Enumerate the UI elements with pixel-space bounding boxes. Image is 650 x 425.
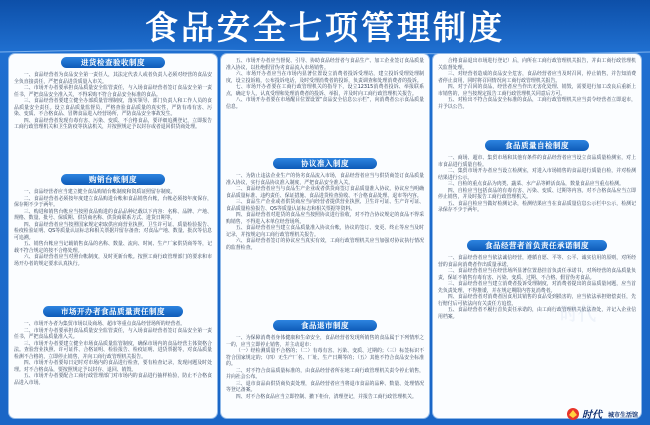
section-heading: 市场开办者食品质量责任制度 bbox=[43, 306, 183, 317]
paragraph: 四、对于召回的食品，经营者应当作出无害化处理、销毁，需要进行加工改良后重新上市销售的，应当按规定报告工商行政管理机关同意后方可。 bbox=[438, 84, 636, 97]
column-2 bbox=[221, 54, 429, 418]
paragraph: 四、食品经营者发现有毒有害、污染、变质、不合格食品，要详细追溯登记，立即报告工商行政管理机关和卫生防疫等执法机关，并按照规定予以封存或者退回供货商处理。 bbox=[14, 117, 212, 131]
paragraph: 二、对不符合食品质量标准的，由食品经营者所在地工商行政管理机关责令停止销售，并向社会公布。 bbox=[226, 367, 424, 381]
section-market-operator-responsibility bbox=[9, 306, 217, 386]
column-3 bbox=[433, 54, 641, 418]
paragraph: 三、对经营者造成的食品安全危害，食品经营者应当及时召回，停止销售，并告知消费者停止食用，同时将召回情况向工商行政管理机关报告。 bbox=[438, 71, 636, 84]
paragraph: 三、退市食品由供货商负责处理，食品经营者应当将退市食品的品种、数量、处理情况等登记备案。 bbox=[226, 380, 424, 394]
paragraph: 五、食品自检应当做好检测记录，检测结果应当在食品质量信息公示栏中公示，检测记录保存不少于两年。 bbox=[438, 200, 636, 214]
page-title: 食品安全七项管理制度 bbox=[145, 8, 505, 47]
paragraph: 三、自检的重点食品为肉类、蔬菜、水产品等鲜活食品，数量食品应当重点检测。 bbox=[447, 181, 624, 188]
paragraph: 一、市场开办者为集贸市场以及商场、超市等重点食品经营场所的经营者。 bbox=[23, 321, 186, 327]
paragraph: 二、市场开办者要承担食品质量安全监管责任，与入场食品经营者签订食品安全第一责任书，严把食品质量准入关。 bbox=[14, 327, 212, 341]
paragraph: 五、食品经营者不履行首负责任承诺的，由工商行政管理机关依法查处，并记入企业信用档案。 bbox=[438, 307, 636, 320]
section-first-responsibility bbox=[433, 240, 641, 320]
section-food-withdrawal bbox=[221, 320, 429, 400]
paragraph: 一、商场、超市、集贸市场和其他有条件的食品经营者应当设立食品质量检测室，对上市食品进行质量自检。 bbox=[438, 155, 636, 168]
section-heading: 进货检查验收制度 bbox=[61, 57, 165, 68]
brand-subtitle: 城市生活馆 bbox=[608, 412, 639, 419]
section-heading: 食品经营者首负责任承诺制度 bbox=[467, 240, 607, 251]
paragraph: 八、市场开办者要在市场醒目位置设置“食品安全信息公示栏”，向消费者公示食品质量信息。 bbox=[226, 97, 424, 110]
paragraph: （一）经检测质量不合格的；（二）有毒有害、污染、变质、过期的；（三）标签标识不符合国家规定的；（四）无生产厂名、厂址、生产日期等的；（五）其他不符合食品安全标准的。 bbox=[226, 348, 424, 368]
watermark: 时代 bbox=[560, 304, 596, 325]
section-agreement-access bbox=[221, 158, 429, 252]
paragraph: 二、食品经营者应当与食品生产企业或者供货商签订食品质量准入协议。协议应当明确食品质量标准、违约责任、保证措施、食品进货检查验收、不合格食品处理、退市等内容。 bbox=[226, 186, 424, 199]
section-purchase-ledger bbox=[9, 174, 217, 268]
section-heading: 购销台帐制度 bbox=[61, 174, 165, 185]
paragraph: 六、食品经营者应当对照台帐制度，及时更新台帐。按照工商行政管理部门的要求和市场开办者的规定要求认真执行。 bbox=[14, 254, 212, 268]
brand-mark-icon bbox=[566, 407, 580, 421]
paragraph: 三、食品经营者要建立健全办部质量管理制度，落实领导、部门负责人和工作人员的食品质量安全责任。设立食品质量监督员，严格查验食品质量的真实性，严防有毒有害、污染、变质、不合格食品、冒牌食品进入经营场所，严防食品安全事故发生。 bbox=[14, 98, 212, 118]
paragraph: 一、食品经营者应当建立健全食品购销台帐制度和资质证照留存制度。 bbox=[23, 189, 176, 195]
paragraph: 五、销售台帐应当记载销售食品的名称、数量、流向、时间、生产厂家供货商等等，记载不符合规定的按不合格处理。 bbox=[14, 241, 212, 254]
paragraph: 二、市场开办者要承担食品质量安全监管责任，与入场食品经营者签订食品安全第一责任书，严把食品安全准入关，不得采购不符合食品安全标准的食品。 bbox=[14, 85, 212, 98]
paragraph: 六、市场开办者应当在市场内显著位置设立消费者投诉受理站，建立投诉受理处理制度，设立投诉箱，公布投诉电话，及时受理消费者的投诉，负责调查和处理消费者的投诉。 bbox=[226, 71, 424, 84]
paragraph: 六、食品经营者签订的协议应当真实有效，工商行政管理机关应当加强对协议执行情况的监督检查。 bbox=[226, 238, 424, 252]
section-market-operator-continued bbox=[221, 56, 429, 110]
paragraph: 一、为保障消费者身体健康和生命安全，食品经营者发现所销售的食品属于下列情形之一的，应当立即停止销售，并主动退市： bbox=[226, 335, 424, 348]
paragraph: 七、市场开办者要在工商行政管理机关的指导下，设立12315消费者投诉、举报联系点，确定专人，认真受理和处理消费者的投诉、举报，并及时向工商行政管理机关报告。 bbox=[226, 84, 424, 97]
paragraph: 三、食品经营者应当建立消费者投诉受理制度，对消费者提出的食品质量问题，应当首先负责处理，不得推诿，并在规定期限内答复消费者。 bbox=[438, 281, 636, 294]
section-heading: 食品退市制度 bbox=[273, 320, 377, 331]
paragraph: 合格食品退出市场进行登记）后，向所在工商行政管理机关报告，并由工商行政管理机关监督处理。 bbox=[438, 58, 636, 71]
paragraph: 五、市场开办者应当督促、引导、协助食品经营者与食品生产、加工企业签订食品质量准入协议，以杜绝假冒伪劣食品流入市场销售。 bbox=[226, 58, 424, 71]
section-withdrawal-continued bbox=[433, 56, 641, 110]
paragraph: 二、集贸市场开办者应当设立检测室，对进入市场销售的食品进行质量自检，并对检测结果进行公示。 bbox=[438, 168, 636, 181]
paragraph: 四、食品经营者应当按照国家规定索取供应商营业执照、卫生许可证、质量检验报告、检疫检验证明、QS等质量认证标志和相关票据并留存备查；对食品产地、数量、批次等信息可追溯。 bbox=[14, 221, 212, 241]
paragraph: 一、为防止违法企业生产的伪劣食品流入市场，食品经营者应当与供货商签订食品质量准入协议，实行食品协议准入制度，严把食品安全准入关。 bbox=[226, 173, 424, 186]
paragraph: 三、食品生产企业或者供货商应当向经营者提供营业执照、卫生许可证、生产许可证、食品质量检验报告、QS等质量认证标志和相关票据等资料。 bbox=[226, 199, 424, 212]
paragraph: 四、食品经营者对进货的食品应当按照协议进行验收，对不符合协议规定的食品不得采购销售，不得进入本单位经营场所。 bbox=[226, 212, 424, 225]
paragraph: 三、购进和销售台帐应当按照食品购进的食品品种记载以下内容：名称、品牌、产地、规格、数量、批号、保质期、供货商名称、供货商联系方式、进货日期等。 bbox=[14, 208, 212, 222]
section-heading: 食品质量自检制度 bbox=[485, 140, 589, 151]
paragraph: 五、市场开办者要配合工商行政管理部门对市场内的食品进行抽样检验，防止不合格食品进入市场。 bbox=[14, 373, 212, 386]
paragraph: 四、市场开办者要每日定时对市场内的食品进行检查，要有检查记录，发现问题及时处理。对不合格食品，要按照规定予以封存、退回、销毁。 bbox=[14, 360, 212, 373]
paragraph: 四、自检应当包括食品的有毒有害、污染、变质、过期等内容。对不合格食品应当立即停止销售，并及时报告工商行政管理机关。 bbox=[438, 187, 636, 201]
section-heading: 协议准入制度 bbox=[273, 158, 377, 169]
paragraph: 一、食品经营者应当依法诚信经营，遵循自愿、平等、公平、诚实信用的原则，对所经营的食品向消费者作出质量承诺。 bbox=[438, 255, 636, 268]
brand-name: 时代 bbox=[582, 410, 602, 421]
paragraph: 三、市场开办者要建立健全市场食品质量监管制度，确保市场内的食品经营主体资格合法。查验营业执照、许可证件、合格证明、检验报告、检疫证明、进货票据等，对食品质量检测不合格的，立即停止销售，并向工商行政管理机关报告。 bbox=[14, 340, 212, 360]
paragraph: 四、食品经营者对消费者因食用其销售的食品受到损害的，应当依法承担赔偿责任，先行赔付后可依法向有关责任方追偿。 bbox=[438, 294, 636, 307]
paragraph: 五、对检出不符合食品安全标准的食品，工商行政管理机关应当责令经营者立即退市，并予以公告。 bbox=[438, 97, 636, 110]
column-1 bbox=[9, 54, 217, 418]
paragraph: 一、食品经营者为食品安全第一责任人，其法定代表人或者负责人必须对经营的食品安全负直接责任，严把食品进货质量入市关。 bbox=[14, 72, 212, 85]
paragraph: 五、食品经营者应当建立食品质量准入协议台帐，协议的签订、变更、终止等应当及时记录，并按规定向工商行政管理机关报告。 bbox=[226, 225, 424, 238]
brand-logo bbox=[566, 405, 646, 423]
section-self-inspection bbox=[433, 140, 641, 214]
paragraph: 二、食品经营者应当在经营场所显著位置悬挂首负责任承诺书，对所经营的食品质量负责，保证不销售有毒有害、污染、变质、过期、不合格、假冒伪劣食品。 bbox=[438, 268, 636, 281]
section-incoming-inspection bbox=[9, 57, 217, 131]
paragraph: 二、食品经营者必须按年度建立食品购进台帐和食品销售台帐，台帐必须按年度保存，保存期不少于两年。 bbox=[14, 195, 212, 209]
paragraph: 四、对不合格食品应当立即控制、撤下柜台，清理登记，并报告工商行政管理机关。 bbox=[235, 393, 417, 400]
